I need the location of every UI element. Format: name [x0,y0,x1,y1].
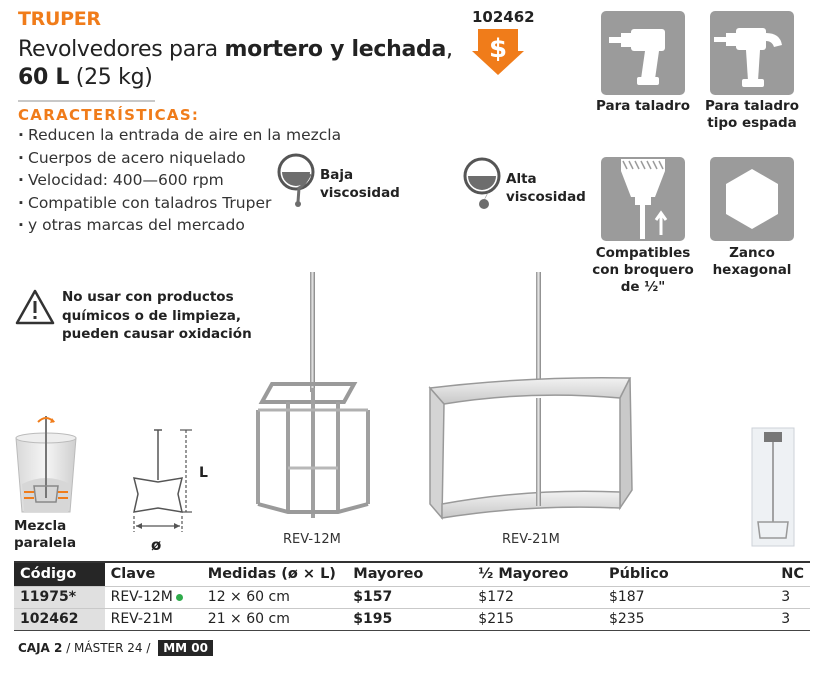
cell-clave: REV-21M [105,608,202,630]
col-header-medio-mayoreo: ½ Mayoreo [472,562,603,586]
tile-hex-line1: Zanco [729,245,775,261]
tile-hex-label [692,245,812,279]
tile-chuck-line2: con broquero [592,262,694,278]
footer-mm-badge: MM 00 [158,640,213,656]
cell-publico: $235 [603,608,729,630]
packaging-footer [18,640,213,656]
package-image [750,426,796,548]
parallel-mixing-icon [10,412,82,520]
tile-hex-line2: hexagonal [712,262,792,278]
cell-medidas: 21 × 60 cm [202,608,347,630]
title-weight: (25 kg) [69,65,153,90]
title-size: 60 L [18,65,70,90]
tile-spade-line1: Para taladro [704,98,799,114]
product-label-rev-12m: REV-12M [283,532,341,547]
chuck-icon [601,157,685,241]
tile-drill-line1: Para taladro [595,98,690,114]
title-comma: , [445,37,453,62]
feature-item: · Velocidad: 400—600 rpm [18,169,378,192]
table-row [14,608,810,630]
page-title [18,36,478,92]
feature-item: · Reducen la entrada de aire en la mezcla [18,124,378,147]
cell-codigo: 11975* [14,586,105,608]
col-header-medidas: Medidas (ø × L) [202,562,347,586]
warning-line2: químicos o de limpieza, [62,307,241,324]
footer-caja: CAJA 2 [18,641,63,655]
cell-medio-mayoreo: $172 [472,586,603,608]
warning-line3: pueden causar oxidación [62,326,252,342]
feature-item: · Compatible con taladros Truper [18,192,378,215]
drill-icon [601,11,685,95]
mixing-line2: paralela [14,535,77,551]
footer-master: / MÁSTER 24 / [62,641,155,655]
cell-mayoreo: $157 [347,586,472,608]
product-label-rev-21m: REV-21M [502,532,560,547]
low-viscosity-icon [274,152,318,208]
cell-mayoreo: $195 [347,608,472,630]
status-dot-icon [176,594,183,601]
dimension-length-label: L [199,465,208,481]
svg-text:$: $ [488,34,508,64]
dimension-diagram [122,422,222,557]
low-viscosity-line1: Baja [320,167,354,183]
cell-medio-mayoreo: $215 [472,608,603,630]
brand-logo: TRUPER [18,8,101,30]
tile-chuck [601,157,685,241]
tile-drill-label [583,98,703,115]
table-header-row [14,562,810,586]
cell-clave-text: REV-12M [110,589,173,605]
tile-drill [601,11,685,95]
tile-chuck-line3: de ½" [620,279,666,295]
cell-nc: 3 [729,608,810,630]
product-code: 102462 [472,8,535,26]
cell-publico: $187 [603,586,729,608]
high-viscosity-icon [460,156,504,212]
cell-codigo: 102462 [14,608,105,630]
hexagon-shank-icon [710,157,794,241]
dimension-diameter-label: ø [151,536,162,554]
mixing-line1: Mezcla [14,518,67,534]
tile-spade-drill [710,11,794,95]
product-image-rev-21m [420,268,642,530]
product-image-rev-12m [248,268,378,530]
tile-hex-shank [710,157,794,241]
tile-spade-line2: tipo espada [707,115,797,131]
col-header-nc: NC [729,562,810,586]
tile-chuck-line1: Compatibles [595,245,691,261]
col-header-mayoreo: Mayoreo [347,562,472,586]
high-viscosity [460,156,586,212]
title-bold: mortero y lechada [224,37,446,62]
mixing-label [14,518,76,552]
tile-spade-drill-label [692,98,812,132]
title-divider [18,100,155,102]
warning-triangle-icon [14,288,56,326]
cell-medidas: 12 × 60 cm [202,586,347,608]
high-viscosity-line1: Alta [506,171,537,187]
feature-item: · y otras marcas del mercado [18,214,378,237]
cell-nc: 3 [729,586,810,608]
table-row [14,586,810,608]
features-heading: CARACTERÍSTICAS: [18,106,200,124]
cell-clave [105,586,202,608]
col-header-clave: Clave [105,562,202,586]
spec-table [14,561,810,631]
col-header-publico: Público [603,562,729,586]
high-viscosity-line2: viscosidad [506,189,586,205]
title-prefix: Revolvedores para [18,37,225,62]
spade-drill-icon [710,11,794,95]
low-viscosity-line2: viscosidad [320,185,400,201]
low-viscosity [274,152,400,208]
feature-item: · Cuerpos de acero niquelado [18,147,378,170]
warning-line1: No usar con productos [62,289,234,305]
dollar-arrow-down-icon [470,27,526,77]
col-header-codigo: Código [14,562,105,586]
